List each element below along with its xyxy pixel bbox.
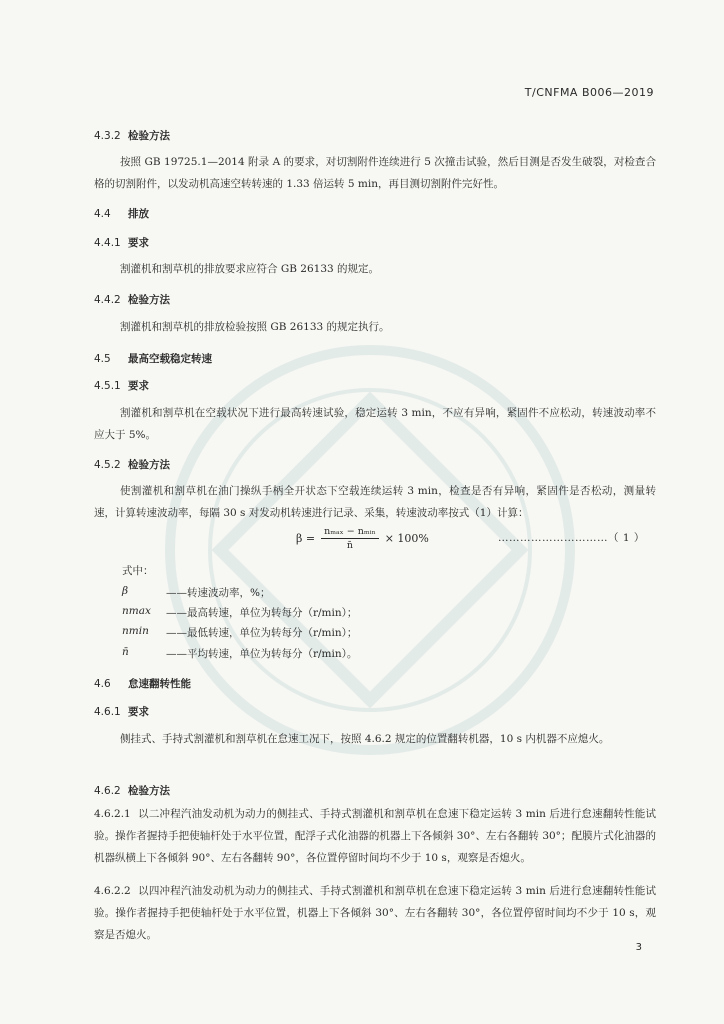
formula-fraction <box>321 526 379 551</box>
section-body-4-5-1: 割灌机和割草机在空载状况下进行最高转速试验，稳定运转 3 min，不应有异响，紧固件不应松动，转速波动率不应大于 5%。 <box>94 407 656 441</box>
variable-row-beta: β ——转速波动率，%； <box>122 585 271 599</box>
clause-4-6-2-2 <box>94 880 656 946</box>
section-body-4-4-2: 割灌机和割草机的排放检验按照 GB 26133 的规定执行。 <box>120 321 390 333</box>
section-body-4-4-1: 割灌机和割草机的排放要求应符合 GB 26133 的规定。 <box>120 263 380 275</box>
formula-1 <box>296 526 429 551</box>
variable-row-navg: n̄ ——平均转速，单位为转每分（r/min）。 <box>122 646 358 660</box>
section-heading-4-4: 4.4 排放 <box>94 208 149 220</box>
section-heading-4-3-2: 4.3.2 检验方法 <box>94 130 170 142</box>
formula-denominator: n̄ <box>346 540 353 551</box>
section-heading-4-5: 4.5 最高空载稳定转速 <box>94 353 212 365</box>
section-body-4-5-2: 使割灌机和割草机在油门操纵手柄全开状态下空载连续运转 3 min，检查是否有异响，紧固件是否松动，测量转速，计算转速波动率，每隔 30 s 对发动机转速进行记录、采集，转速波动率按式（1）计算： <box>94 485 656 519</box>
document-code: T/CNFMA B006—2019 <box>524 86 654 99</box>
variable-row-nmin: nmin ——最低转速，单位为转每分（r/min）； <box>122 625 358 639</box>
clause-4-6-2-1 <box>94 803 656 869</box>
formula-rhs: × 100% <box>384 532 429 545</box>
clause-number: 4.6.2.2 <box>94 885 131 897</box>
formula-numerator: nₘₐₓ − nₘᵢₙ <box>321 526 379 539</box>
section-heading-4-6-2: 4.6.2 检验方法 <box>94 785 170 797</box>
clause-number: 4.6.2.1 <box>94 808 131 820</box>
section-body-4-6-1: 侧挂式、手持式割灌机和割草机在怠速工况下，按照 4.6.2 规定的位置翻转机器，10 s 内机器不应熄火。 <box>120 733 610 745</box>
section-heading-4-4-2: 4.4.2 检验方法 <box>94 294 170 306</box>
formula-number: …………………………（ 1 ） <box>498 532 645 544</box>
section-heading-4-6: 4.6 怠速翻转性能 <box>94 678 191 690</box>
section-heading-4-5-2: 4.5.2 检验方法 <box>94 459 170 471</box>
section-heading-4-5-1: 4.5.1 要求 <box>94 380 149 392</box>
section-heading-4-4-1: 4.4.1 要求 <box>94 237 149 249</box>
variable-row-nmax: nmax ——最高转速，单位为转每分（r/min）； <box>122 605 358 619</box>
clause-text: 以二冲程汽油发动机为动力的侧挂式、手持式割灌机和割草机在怠速下稳定运转 3 min 后进行怠速翻转性能试验。操作者握持手把使轴杆处于水平位置，配浮子式化油器的机器上下各倾斜 30°、左右各翻转 30°；配膜片式化油器的机器纵横上下各倾斜 90°、左右各翻转 90°，各位置停留时间均不少于 10 s，观察是否熄火。 <box>94 808 656 864</box>
page-number: 3 <box>635 942 642 953</box>
where-label: 式中： <box>122 565 154 577</box>
clause-text: 以四冲程汽油发动机为动力的侧挂式、手持式割灌机和割草机在怠速下稳定运转 3 min 后进行怠速翻转性能试验。操作者握持手把使轴杆处于水平位置，机器上下各倾斜 30°、左右各翻转 30°，各位置停留时间均不少于 10 s，观察是否熄火。 <box>94 885 656 941</box>
section-heading-4-6-1: 4.6.1 要求 <box>94 706 149 718</box>
section-body-4-3-2: 按照 GB 19725.1—2014 附录 A 的要求，对切割附件连续进行 5 次撞击试验，然后目测是否发生破裂，对检查合格的切割附件，以发动机高速空转转速的 1.33 倍运转 5 min，再目测切割附件完好性。 <box>94 156 656 190</box>
formula-lhs: β = <box>296 532 316 545</box>
